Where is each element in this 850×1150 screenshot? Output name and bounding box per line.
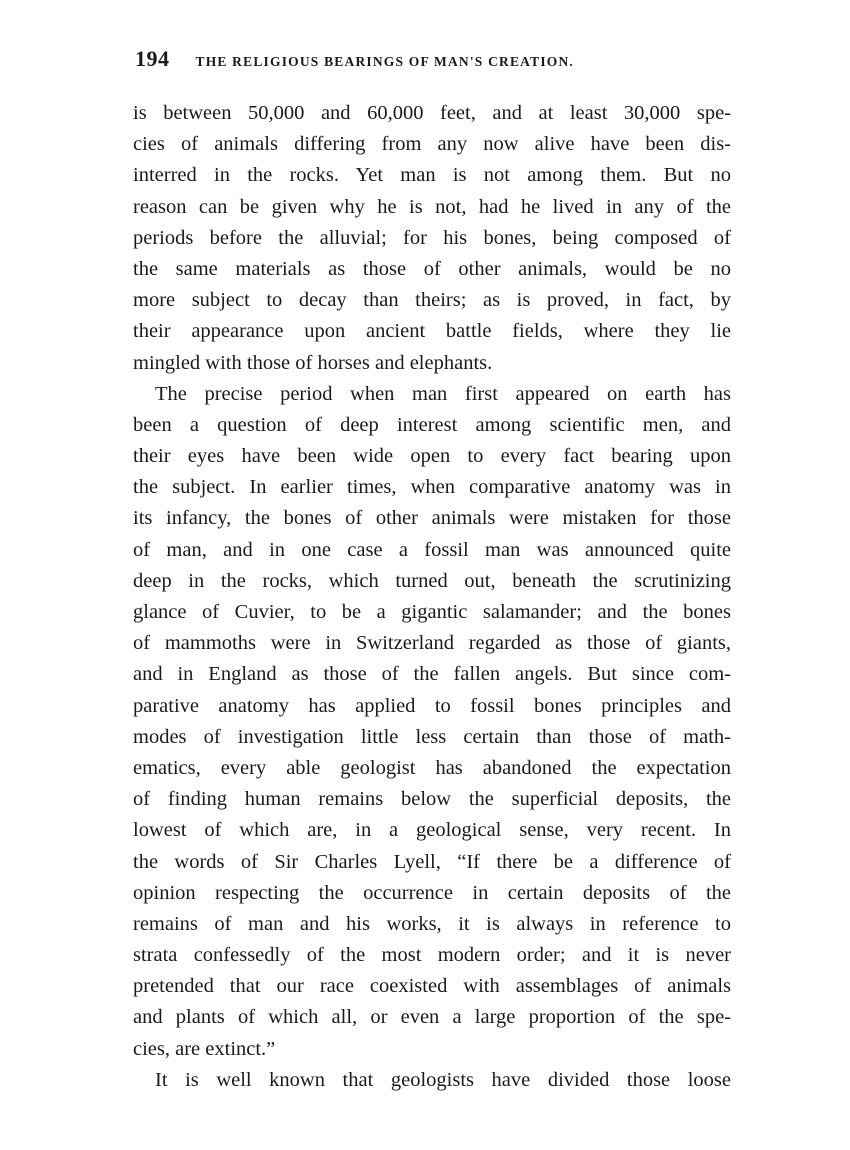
- text-line: and plants of which all, or even a large proportion of the spe-: [133, 1006, 731, 1029]
- text-line: reason can be given why he is not, had he lived in any of the: [133, 195, 731, 218]
- text-line: cies, are extinct.”: [133, 1037, 276, 1060]
- text-line: remains of man and his works, it is always in reference to: [133, 912, 731, 935]
- text-line: glance of Cuvier, to be a gigantic salamander; and the bones: [133, 601, 731, 623]
- text-line: opinion respecting the occurrence in certain deposits of the: [133, 881, 731, 904]
- text-line: parative anatomy has applied to fossil bones principles and: [133, 694, 731, 717]
- running-title: THE RELIGIOUS BEARINGS OF MAN'S CREATION.: [195, 54, 575, 69]
- text-line: of man, and in one case a fossil man was announced quite: [133, 538, 731, 561]
- text-line: more subject to decay than theirs; as is proved, in fact, by: [133, 289, 731, 312]
- text-line: modes of investigation little less certain than those of math-: [133, 725, 731, 748]
- paragraph-start-line: It is well known that geologists have divided those loose: [155, 1068, 731, 1091]
- text-line: periods before the alluvial; for his bones, being composed of: [133, 226, 731, 249]
- text-line: ematics, every able geologist has abandoned the expectation: [133, 756, 731, 779]
- paragraph-start-line: The precise period when man first appeared on earth has: [155, 382, 731, 405]
- text-line: deep in the rocks, which turned out, beneath the scrutinizing: [133, 569, 731, 592]
- text-line: its infancy, the bones of other animals were mistaken for those: [133, 507, 731, 530]
- text-line: interred in the rocks. Yet man is not among them. But no: [133, 164, 731, 187]
- text-line: is between 50,000 and 60,000 feet, and at least 30,000 spe-: [133, 102, 731, 124]
- body-text: [133, 98, 731, 1096]
- text-line: cies of animals differing from any now alive have been dis-: [133, 133, 731, 156]
- text-line: lowest of which are, in a geological sense, very recent. In: [133, 819, 731, 842]
- text-line: of finding human remains below the superficial deposits, the: [133, 788, 731, 811]
- text-line: of mammoths were in Switzerland regarded as those of giants,: [133, 632, 731, 655]
- text-line: their eyes have been wide open to every fact bearing upon: [133, 445, 731, 468]
- text-line: their appearance upon ancient battle fields, where they lie: [133, 320, 731, 343]
- text-line: the same materials as those of other animals, would be no: [133, 257, 731, 280]
- text-line: mingled with those of horses and elephants.: [133, 351, 493, 374]
- text-line: the words of Sir Charles Lyell, “If there be a difference of: [133, 850, 731, 873]
- text-line: strata confessedly of the most modern order; and it is never: [133, 944, 731, 967]
- text-line: pretended that our race coexisted with assemblages of animals: [133, 975, 731, 998]
- page-header: [135, 46, 695, 76]
- text-line: the subject. In earlier times, when comparative anatomy was in: [133, 476, 731, 499]
- text-line: been a question of deep interest among scientific men, and: [133, 413, 731, 436]
- text-line: and in England as those of the fallen angels. But since com-: [133, 663, 731, 686]
- page-number: 194: [135, 46, 170, 71]
